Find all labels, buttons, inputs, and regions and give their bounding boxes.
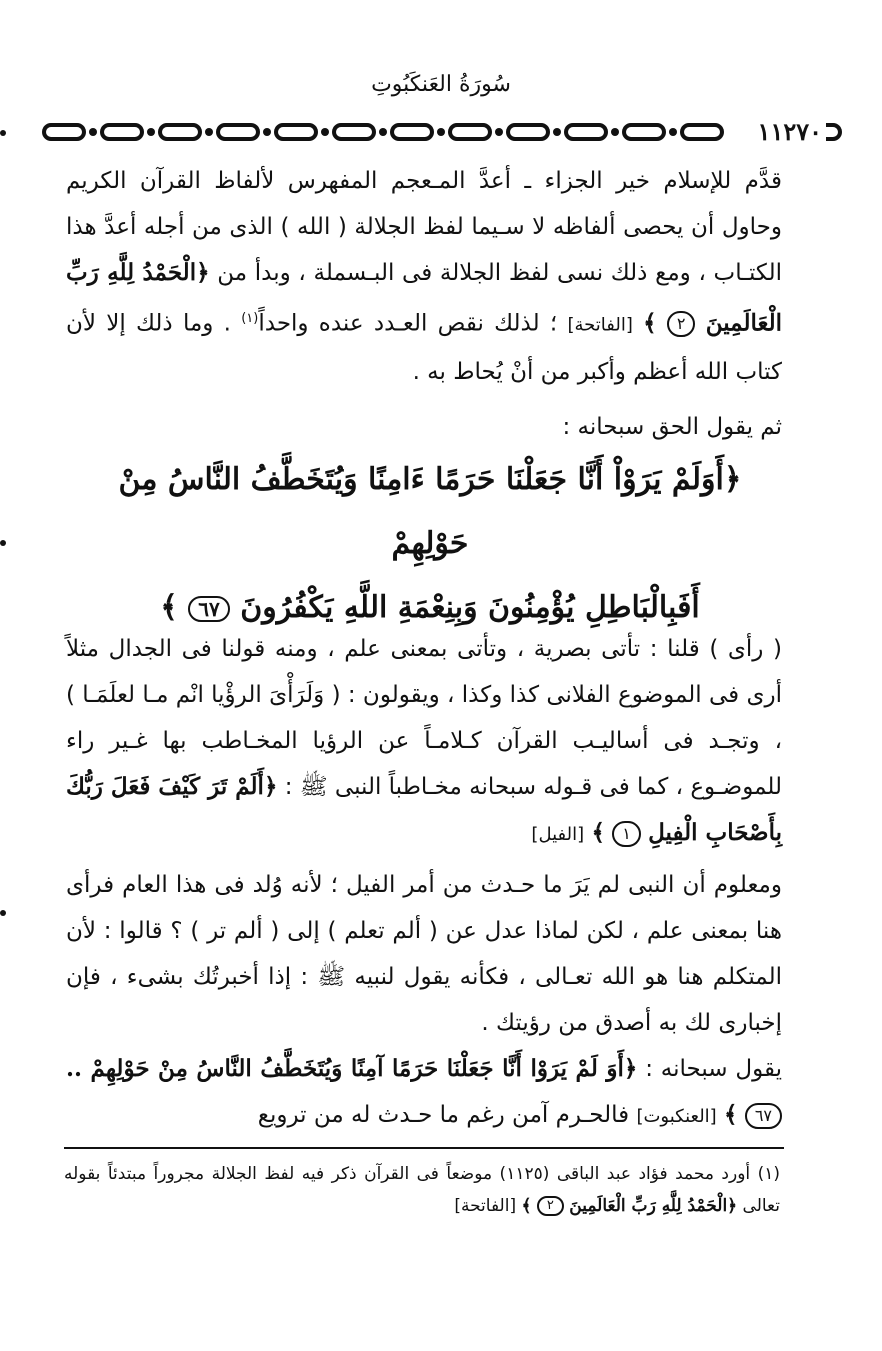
footnote (64, 1158, 780, 1222)
quote-end-bracket: ﴾ (160, 590, 178, 625)
footnote-text: (١) أورد محمد فؤاد عبد الباقى (١١٢٥) موضعاً فى القرآن ذكر فيه لفظ الجلالة مجروراً مبتدئاً بقوله تعالى (64, 1164, 780, 1216)
quran-quote-fatiha: ﴿الْحَمْدُ لِلَّهِ رَبِّ الْعَالَمِينَ (66, 259, 782, 337)
footnote-marker: (١) (241, 311, 259, 326)
paragraph-1-text-b: ؛ لذلك نقص العـدد عنده واحداً (258, 310, 558, 337)
quote-end-bracket: ﴾ (724, 1101, 738, 1128)
verse-block (80, 448, 780, 640)
quote-end-bracket: ﴾ (521, 1196, 532, 1216)
quran-quote-ankabut: ﴿أَوَ لَمْ يَرَوْا أَنَّا جَعَلْنَا حَرَمًا آمِنًا وَيُتَخَطَّفُ النَّاسُ مِنْ حَوْلِهِمْ .. (66, 1055, 638, 1082)
scan-edge-mark (0, 910, 6, 916)
ayah-number-marker: ١ (612, 821, 641, 847)
scan-edge-mark (0, 130, 6, 136)
paragraph-4: ومعلوم أن النبى لم يَرَ ما حـدث من أمر الفيل ؛ لأنه وُلد فى هذا العام فرأى هنا بمعنى علم ، لكن لماذا عدل عن ( ألم تعلم ) إلى ( ألم تر ) ؟ قالوا : لأن المتكلم هنا هو الله تعـالى ، فكأنه يقول لنبيه ﷺ : إذا أخبرتُك بشىء ، فإن إخبارى لك به أصدق من رؤيتك . (66, 872, 782, 1036)
verse-line-1: ﴿أَوَلَمْ يَرَوْاْ أَنَّا جَعَلْنَا حَرَمًا ءَامِنًا وَيُتَخَطَّفُ النَّاسُ مِنْ حَوْلِهِمْ (118, 462, 742, 561)
surah-title: سُورَةُ العَنكَبُوتِ (371, 72, 511, 97)
ayah-number-marker: ٦٧ (188, 596, 229, 622)
paragraph-3-text-a: ( رأى ) قلنا : تأتى بصرية ، وتأتى بمعنى علم ، ومنه قولنا فى الجدال مثلاً أرى فى الموضوع الفلانى كذا وكذا ، ويقولون : ( وَلَرَأْىَ الرؤْيا انْم مـا لعلَمَـا ) ، وتجـد فى أساليـب القرآن كـلامـاً عن الرؤيا المخـاطب بها غـير راء للموضـوع ، كما فى قـوله سبحانه مخـاطباً النبى ﷺ : (66, 636, 783, 800)
quote-end-bracket: ﴾ (643, 309, 657, 337)
paragraph-3 (66, 626, 782, 858)
surah-reference: [الفيل] (531, 824, 585, 845)
footnote-quote: ﴿الْحَمْدُ لِلَّهِ رَبِّ الْعَالَمِينَ (569, 1196, 738, 1216)
surah-reference: [الفاتحة] (567, 314, 633, 336)
quran-quote-fil: ﴿أَلَمْ تَرَ كَيْفَ فَعَلَ رَبُّكَ بِأَصْحَابِ الْفِيلِ (66, 773, 782, 846)
surah-reference: [العنكبوت] (636, 1106, 717, 1127)
verse-line-2-text: أَفَبِالْبَاطِلِ يُؤْمِنُونَ وَبِنِعْمَةِ اللَّهِ يَكْفُرُونَ (240, 590, 700, 625)
paragraph-1-text-a: قدَّم للإسلام خير الجزاء ـ أعدَّ المـعجم المفهرس لألفاظ القرآن الكريم وحاول أن يحصى ألفاظه لا سـيما لفظ الجلالة ( الله ) الذى من أجله أعدَّ هذا الكتـاب ، ومع ذلك نسى لفظ الجلالة فى البـسملة ، وبدأ من (66, 168, 782, 286)
ayah-number-marker: ٢ (667, 311, 696, 337)
page-number: ١١٢٧٠ (754, 117, 826, 146)
ornamental-border (40, 120, 846, 144)
paragraph-5-text-b: فالحـرم آمن رغم ما حـدث له من ترويع (257, 1102, 630, 1128)
paragraph-1 (66, 158, 782, 395)
ayah-number-marker: ٢ (537, 1196, 564, 1216)
paragraph-5 (66, 1046, 782, 1140)
paragraph-5-text-a: يقول سبحانه : (645, 1056, 782, 1082)
ayah-number-marker: ٦٧ (745, 1103, 782, 1129)
scan-edge-mark (0, 540, 6, 546)
paragraph-1-text-c: . وما ذلك إلا لأن كتاب الله أعظم وأكبر من أنْ يُحاط به . (66, 310, 782, 385)
quote-end-bracket: ﴾ (591, 819, 605, 846)
paragraph-2: ثم يقول الحق سبحانه : (562, 414, 782, 440)
surah-reference: [الفاتحة] (454, 1196, 517, 1216)
footnote-divider (64, 1147, 784, 1149)
